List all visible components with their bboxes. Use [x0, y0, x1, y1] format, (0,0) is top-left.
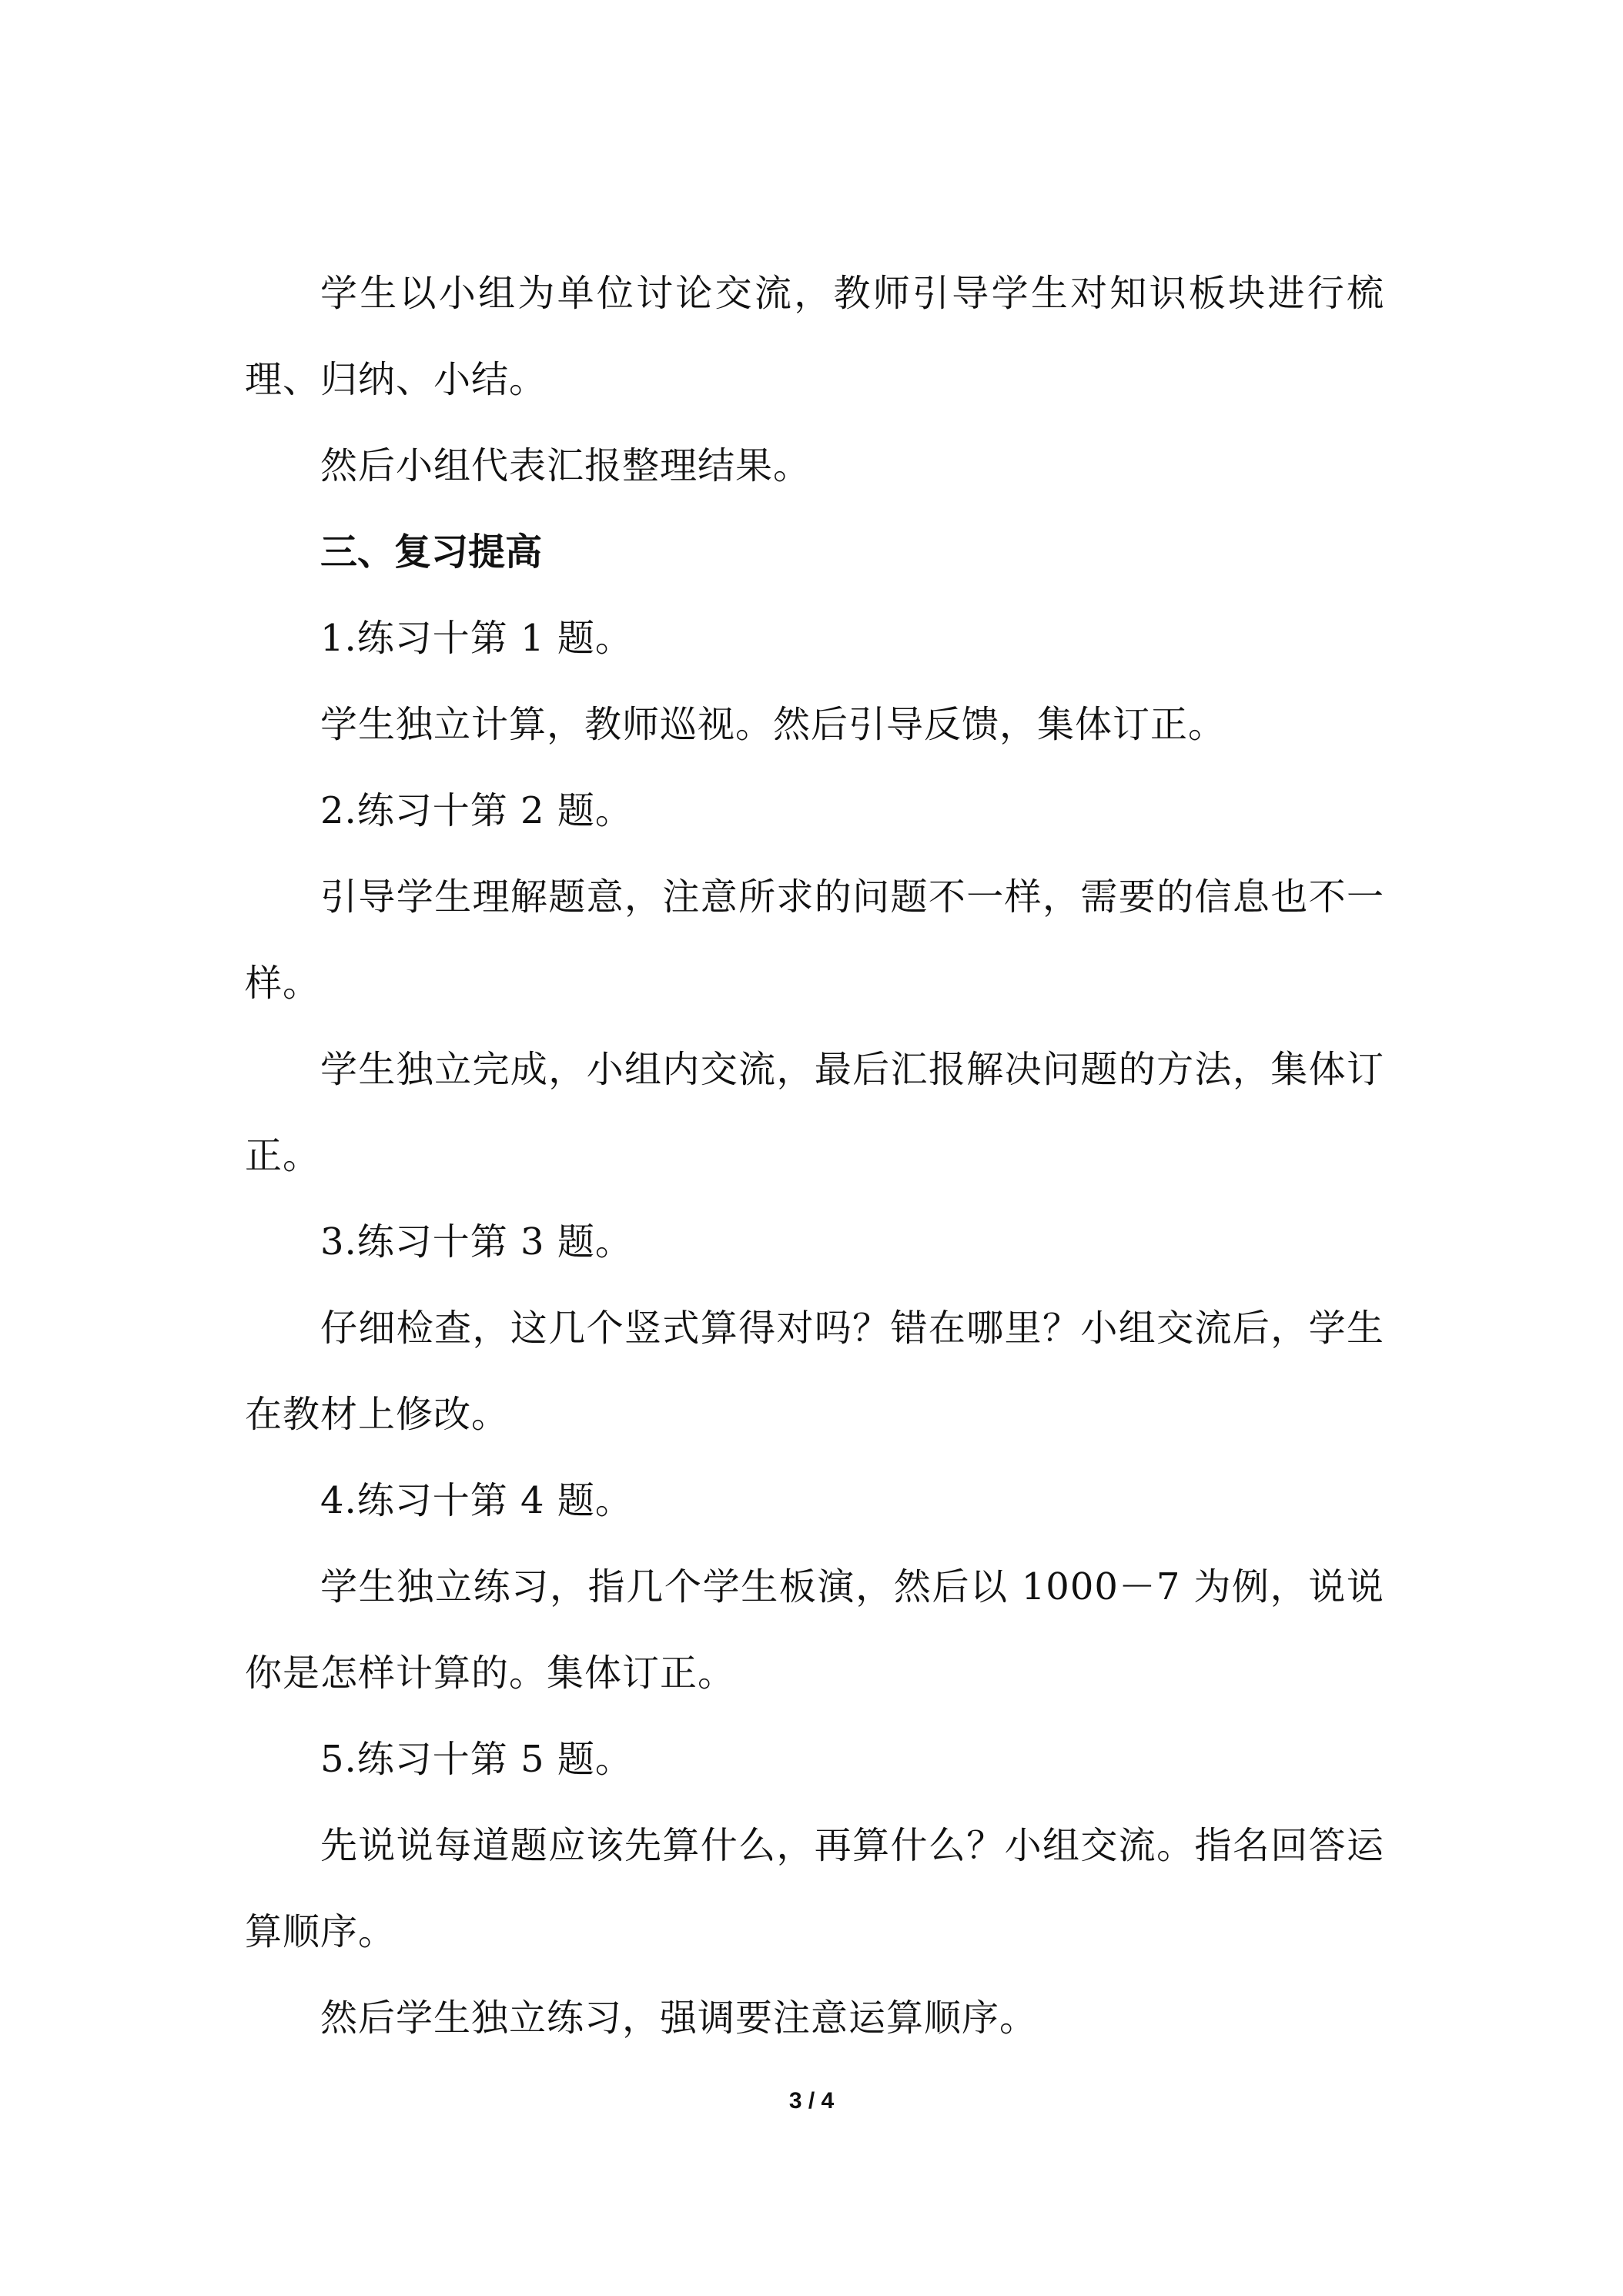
exercise-5-followup: 然后学生独立练习，强调要注意运算顺序。: [320, 1996, 1038, 2040]
exercise-5-description: 先说说每道题应该先算什么，再算什么？小组交流。指名回答运算顺序。: [245, 1824, 1384, 1953]
page-number: 3 / 4: [788, 2088, 835, 2114]
paragraph-group-report: 然后小组代表汇报整理结果。: [320, 444, 812, 487]
paragraph-group-discussion: 学生以小组为单位讨论交流，教师引导学生对知识板块进行梳理、归纳、小结。: [245, 272, 1384, 401]
exercise-1-title: 1.练习十第 1 题。: [320, 617, 633, 660]
exercise-4-description: 学生独立练习，指几个学生板演，然后以 1000－7 为例，说说你是怎样计算的。集体订正。: [245, 1565, 1384, 1695]
document-body: [245, 250, 1384, 2061]
section-heading-review: 三、复习提高: [320, 530, 543, 574]
exercise-3-description: 仔细检查，这几个竖式算得对吗？错在哪里？小组交流后，学生在教材上修改。: [245, 1307, 1384, 1436]
exercise-2-followup: 学生独立完成，小组内交流，最后汇报解决问题的方法，集体订正。: [245, 1048, 1384, 1177]
exercise-5-title: 5.练习十第 5 题。: [320, 1738, 633, 1781]
exercise-2-description: 引导学生理解题意，注意所求的问题不一样，需要的信息也不一样。: [245, 875, 1384, 1005]
exercise-3-title: 3.练习十第 3 题。: [320, 1220, 633, 1263]
exercise-4-title: 4.练习十第 4 题。: [320, 1479, 633, 1522]
exercise-2-title: 2.练习十第 2 题。: [320, 789, 633, 832]
exercise-1-description: 学生独立计算，教师巡视。然后引导反馈，集体订正。: [320, 703, 1226, 746]
